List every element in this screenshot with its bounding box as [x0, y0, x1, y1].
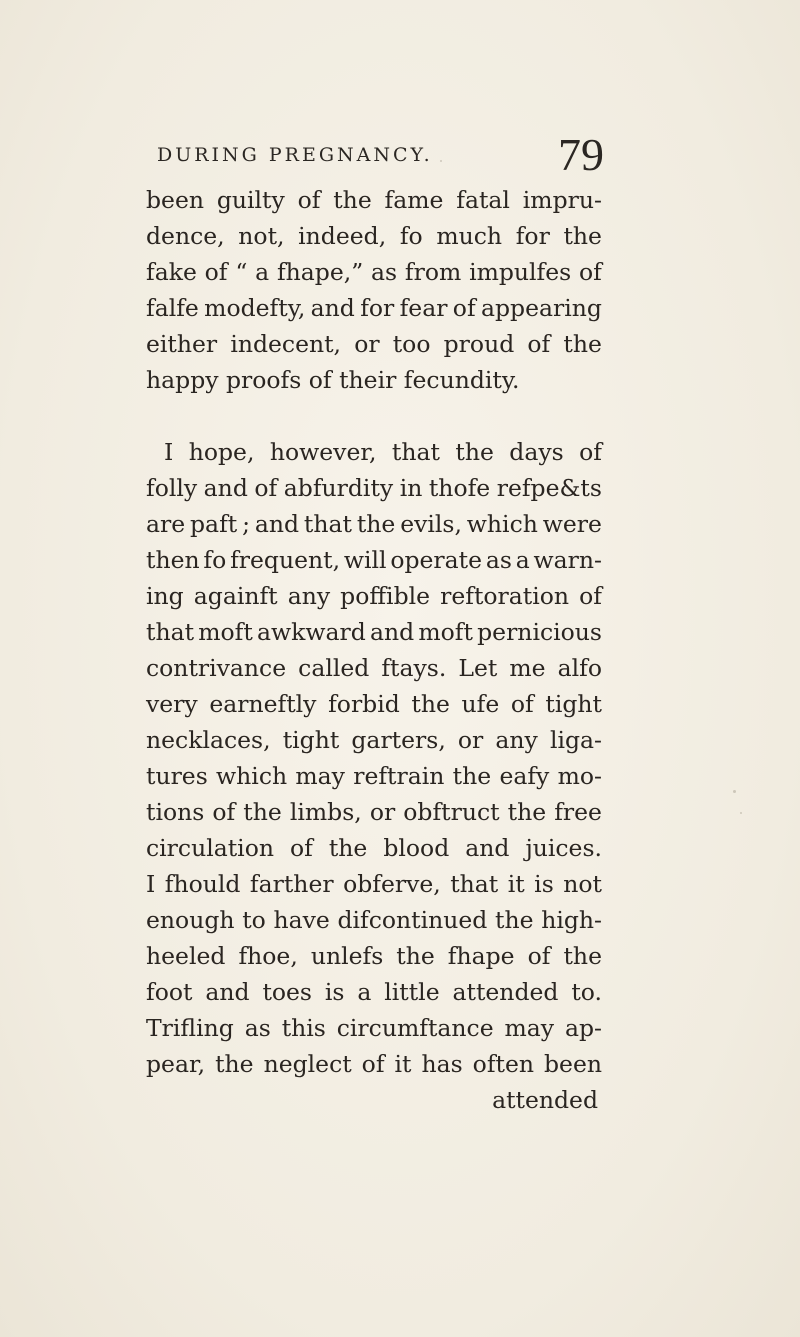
text-line: enough to have difcontinued the high- [146, 906, 602, 934]
running-head: DURING PREGNANCY. [157, 144, 433, 166]
text-line: Trifling as this circumftance may ap- [146, 1014, 602, 1042]
page-header [0, 129, 800, 180]
text-line: happy proofs of their fecundity. [146, 366, 520, 394]
text-line: I hope, however, that the days of [164, 438, 602, 466]
text-line: tions of the limbs, or obftruct the free [146, 798, 602, 826]
text-line: falfe modefty, and for fear of appearing [146, 294, 602, 322]
text-line: pear, the neglect of it has often been [146, 1050, 602, 1078]
text-line: that moft awkward and moft pernicious [146, 618, 602, 646]
body-text [146, 182, 602, 1118]
text-line: then fo frequent, will operate as a warn- [146, 546, 602, 574]
text-line: either indecent, or too proud of the [146, 330, 602, 358]
text-line: dence, not, indeed, fo much for the [146, 222, 602, 250]
text-line: been guilty of the fame fatal impru- [146, 186, 602, 214]
paragraph-gap [146, 398, 602, 434]
text-line: very earneftly forbid the ufe of tight [146, 690, 602, 718]
text-line: heeled fhoe, unlefs the fhape of the [146, 942, 602, 970]
paper-speck [740, 812, 742, 814]
text-line: tures which may reftrain the eafy mo- [146, 762, 602, 790]
page-number: 79 [558, 129, 604, 180]
text-line: folly and of abfurdity in thofe refpe&ts [146, 474, 602, 502]
text-line: are paft ; and that the evils, which were [146, 510, 602, 538]
paper-speck [733, 790, 736, 793]
text-line: necklaces, tight garters, or any liga- [146, 726, 602, 754]
catchword-line [146, 1082, 602, 1118]
text-line: foot and toes is a little attended to. [146, 978, 602, 1006]
text-line: circulation of the blood and juices. [146, 834, 602, 862]
text-line: fake of “ a fhape,” as from impulfes of [146, 258, 602, 286]
text-line: I fhould farther obferve, that it is not [146, 870, 602, 898]
text-line: contrivance called ftays. Let me alfo [146, 654, 602, 682]
catchword: attended [492, 1086, 598, 1114]
text-line: ing againft any poffible reftoration of [146, 582, 602, 610]
paper-speck [440, 160, 442, 162]
